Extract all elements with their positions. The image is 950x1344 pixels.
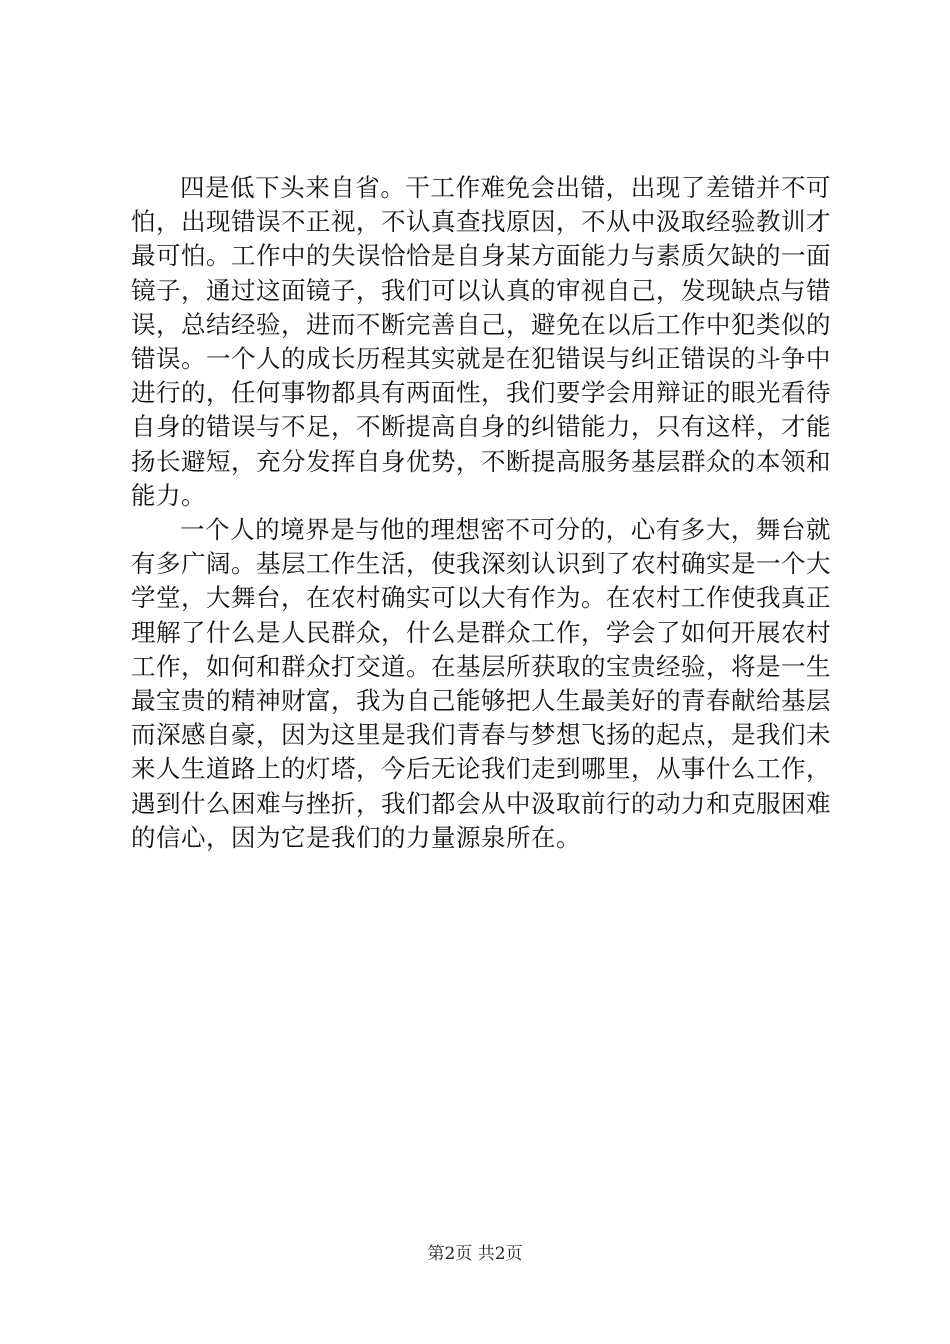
page-footer: 第2页 共2页 xyxy=(427,1244,523,1264)
document-body xyxy=(131,171,831,855)
paragraph-ideals: 一个人的境界是与他的理想密不可分的，心有多大，舞台就有多广阔。基层工作生活，使我深刻认识到了农村确实是一个大学堂，大舞台，在农村确实可以大有作为。在农村工作使我真正理解了什么是人民群众，什么是群众工作，学会了如何开展农村工作，如何和群众打交道。在基层所获取的宝贵经验，将是一生最宝贵的精神财富，我为自己能够把人生最美好的青春献给基层而深感自豪，因为这里是我们青春与梦想飞扬的起点，是我们未来人生道路上的灯塔，今后无论我们走到哪里，从事什么工作，遇到什么困难与挫折，我们都会从中汲取前行的动力和克服困难的信心，因为它是我们的力量源泉所在。 xyxy=(131,515,831,852)
paragraph-self-reflection: 四是低下头来自省。干工作难免会出错，出现了差错并不可怕，出现错误不正视，不认真查找原因，不从中汲取经验教训才最可怕。工作中的失误恰恰是自身某方面能力与素质欠缺的一面镜子，通过这面镜子，我们可以认真的审视自己，发现缺点与错误，总结经验，进而不断完善自己，避免在以后工作中犯类似的错误。一个人的成长历程其实就是在犯错误与纠正错误的斗争中进行的，任何事物都具有两面性，我们要学会用辩证的眼光看待自身的错误与不足，不断提高自身的纠错能力，只有这样，才能扬长避短，充分发挥自身优势，不断提高服务基层群众的本领和能力。 xyxy=(131,173,831,510)
